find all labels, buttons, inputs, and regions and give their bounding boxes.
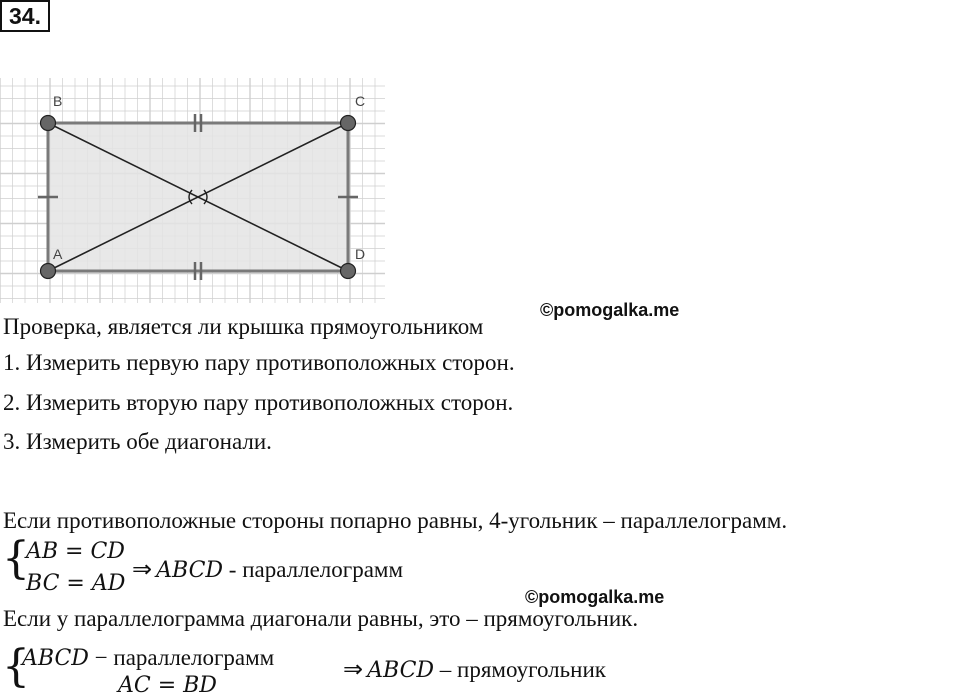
implies-arrow-2: ⇒ <box>343 655 364 683</box>
label-a: A <box>53 246 63 262</box>
vertex-d <box>341 264 356 279</box>
intro-line: Проверка, является ли крышка прямоугольником <box>3 314 484 339</box>
step-2: 2. Измерить вторую пару противоположных сторон. <box>3 390 514 415</box>
system1-result <box>132 555 403 584</box>
system2-result-var: ABCD <box>367 658 435 683</box>
system2-eq1-text: − параллелограмм <box>88 645 275 670</box>
watermark: ©pomogalka.me <box>540 300 680 320</box>
system1-brace: { <box>2 533 30 584</box>
implies-arrow-1: ⇒ <box>132 555 153 583</box>
parallelogram-rule: Если противоположные стороны попарно равны, 4-угольник – параллелограмм. <box>3 508 788 533</box>
system2-brace: { <box>2 641 30 692</box>
vertex-a <box>41 264 56 279</box>
rectangle-rule: Если у параллелограмма диагонали равны, это – прямоугольник. <box>3 606 639 631</box>
problem-number: 34. <box>0 0 50 32</box>
system1-eq2: BC = AD <box>26 571 126 596</box>
system1-result-text: - параллелограмм <box>223 557 404 582</box>
system2-result-text: – прямоугольник <box>434 657 606 682</box>
system2-eq2: AC = BD <box>118 673 217 698</box>
system1-eq1: AB = CD <box>26 539 125 564</box>
rectangle-figure <box>0 78 385 303</box>
label-c: C <box>355 93 366 109</box>
vertex-c <box>341 116 356 131</box>
system1-result-var: ABCD <box>156 558 224 583</box>
watermark-2: ©pomogalka.me <box>525 587 665 607</box>
system2-eq1 <box>22 644 274 672</box>
label-d: D <box>355 246 366 262</box>
system2-eq1-var: ABCD <box>22 646 89 671</box>
system2-result <box>343 655 606 684</box>
step-1: 1. Измерить первую пару противоположных сторон. <box>3 350 515 375</box>
label-b: B <box>53 93 63 109</box>
step-3: 3. Измерить обе диагонали. <box>3 429 272 454</box>
vertex-b <box>41 116 56 131</box>
